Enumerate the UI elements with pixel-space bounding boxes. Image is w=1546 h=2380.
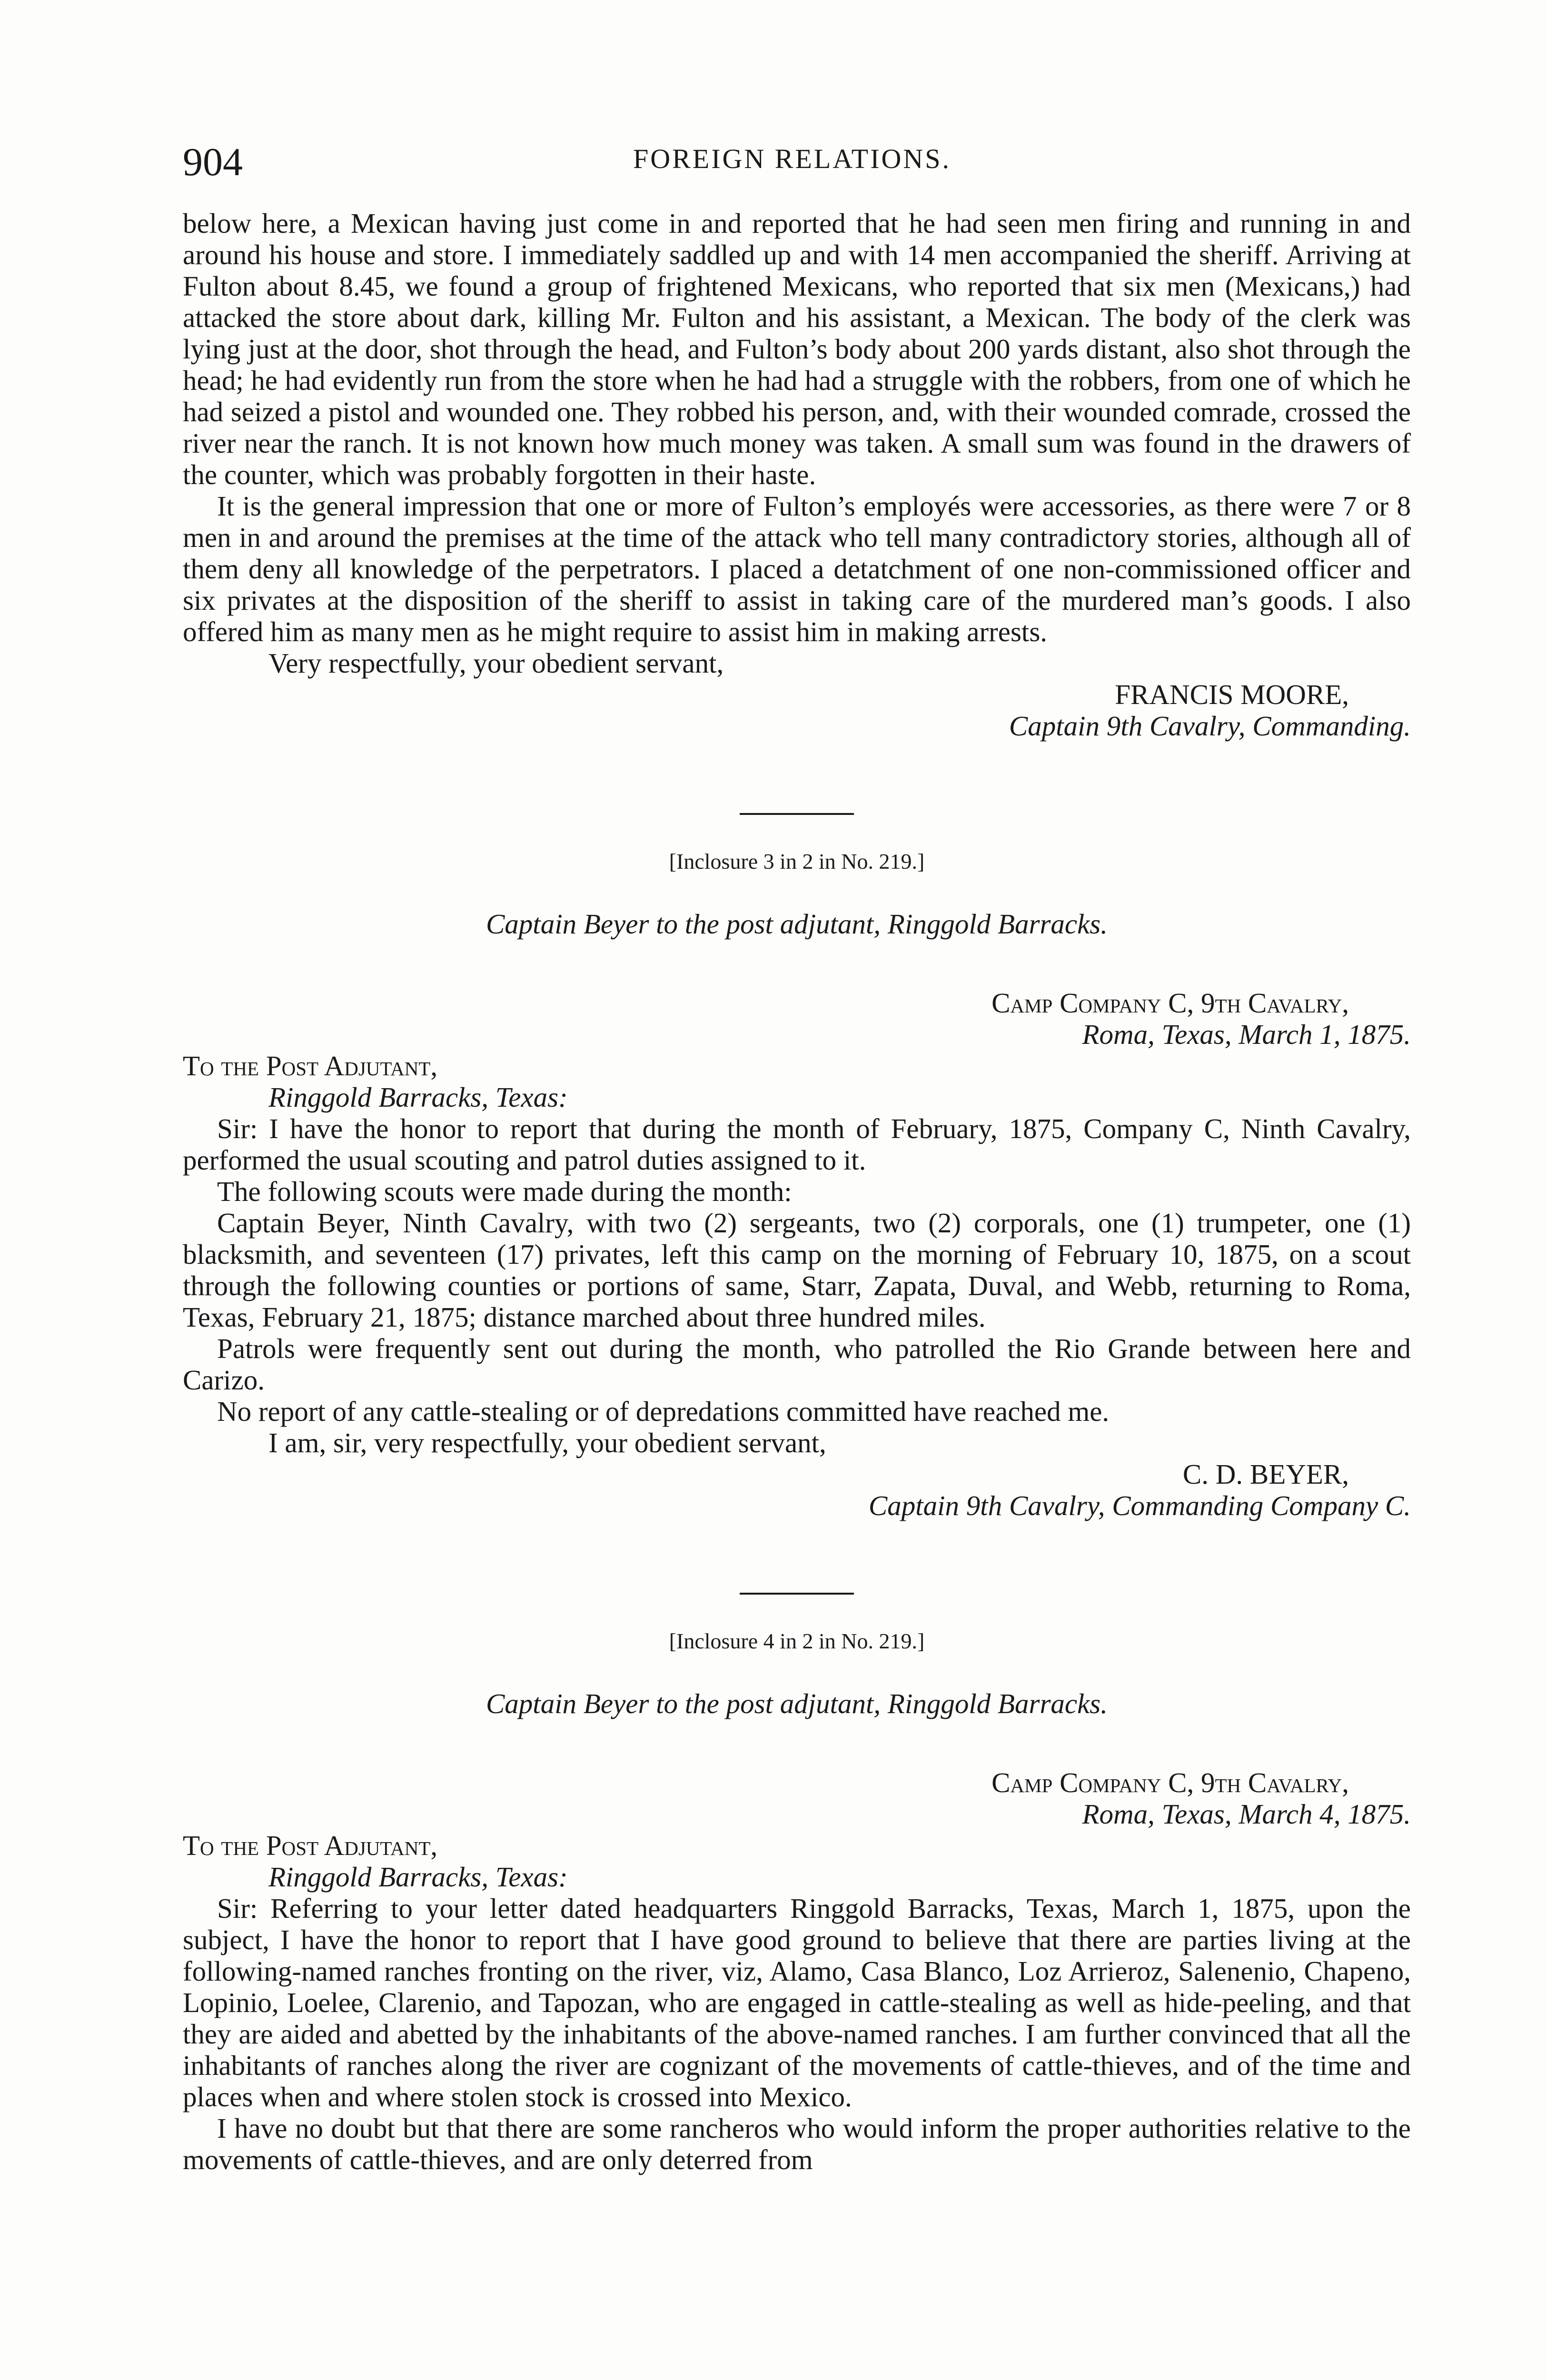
addressee: To the Post Adjutant, [183, 1050, 438, 1081]
paragraph: Sir: I have the honor to report that during the month of February, 1875, Company C, Ninth Cavalry, performed the usual scouting and patrol duties assigned to it. [183, 1113, 1411, 1176]
signature-title: Captain 9th Cavalry, Commanding Company C. [868, 1490, 1411, 1521]
addressee-place: Ringgold Barracks, Texas: [268, 1081, 568, 1113]
letter-moore [183, 208, 1411, 742]
camp-heading: Camp Company C, 9th Cavalry, [991, 987, 1349, 1019]
inclosure-heading: [Inclosure 4 in 2 in No. 219.] [669, 1629, 925, 1653]
paragraph: below here, a Mexican having just come in and reported that he had seen men firing and running in and around his house and store. I immediately saddled up and with 14 men accompanied the sheriff. Arriving at Fulton about 8.45, we found a group of frightened Mexicans, who reported that six men (Mexicans,) had attacked the store about dark, killing Mr. Fulton and his assistant, a Mexican. The body of the clerk was lying just at the door, shot through the head, and Fulton’s body about 200 yards distant, also shot through the head; he had evidently run from the store when he had had a struggle with the robbers, from one of which he had seized a pistol and wounded one. They robbed his person, and, with their wounded comrade, crossed the river near the ranch. It is not known how much money was taken. A small sum was found in the drawers of the counter, which was probably forgotten in their haste. [183, 208, 1411, 490]
running-head: FOREIGN RELATIONS. [633, 143, 951, 174]
place-date: Roma, Texas, March 4, 1875. [1082, 1798, 1411, 1830]
paragraph: Patrols were frequently sent out during the month, who patrolled the Rio Grande between here and Carizo. [183, 1333, 1411, 1396]
letter-title: Captain Beyer to the post adjutant, Ringgold Barracks. [486, 908, 1108, 940]
signature-title: Captain 9th Cavalry, Commanding. [1009, 710, 1411, 742]
letter-title: Captain Beyer to the post adjutant, Ringgold Barracks. [486, 1688, 1108, 1719]
inclosure-heading: [Inclosure 3 in 2 in No. 219.] [669, 849, 925, 873]
page-number: 904 [183, 140, 243, 184]
paragraph: No report of any cattle-stealing or of depredations committed have reached me. [217, 1396, 1110, 1427]
paragraph: The following scouts were made during the month: [217, 1176, 792, 1207]
paragraph: I have no doubt but that there are some rancheros who would inform the proper authorities relative to the movements of cattle-thieves, and are only deterred from [183, 2112, 1411, 2175]
paragraph: It is the general impression that one or more of Fulton’s employés were accessories, as there were 7 or 8 men in and around the premises at the time of the attack who tell many contradictory stories, although all of them deny all knowledge of the perpetrators. I placed a detatchment of one non-commissioned officer and six privates at the disposition of the sheriff to assist in taking care of the murdered man’s goods. I also offered him as many men as he might require to assist him in making arrests. [183, 490, 1411, 647]
page-body [183, 208, 1411, 2175]
closing-line: I am, sir, very respectfully, your obedient servant, [268, 1427, 826, 1458]
letter-inclosure-4 [183, 1628, 1411, 2175]
addressee: To the Post Adjutant, [183, 1830, 438, 1861]
paragraph: Captain Beyer, Ninth Cavalry, with two (2) sergeants, two (2) corporals, one (1) trumpeter, one (1) blacksmith, and seventeen (17) privates, left this camp on the morning of February 10, 1875, on a scout through the following counties or portions of same, Starr, Zapata, Duval, and Webb, returning to Roma, Texas, February 21, 1875; distance marched about three hundred miles. [183, 1207, 1411, 1333]
place-date: Roma, Texas, March 1, 1875. [1082, 1019, 1411, 1050]
closing-line: Very respectfully, your obedient servant, [268, 647, 724, 679]
letter-inclosure-3 [183, 848, 1411, 1521]
addressee-place: Ringgold Barracks, Texas: [268, 1861, 568, 1893]
paragraph: Sir: Referring to your letter dated headquarters Ringgold Barracks, Texas, March 1, 1875, upon the subject, I have the honor to report that I have good ground to believe that there are parties living at the following-named ranches fronting on the river, viz, Alamo, Casa Blanco, Loz Arrieroz, Salenenio, Chapeno, Lopinio, Loelee, Clarenio, and Tapozan, who are engaged in cattle-stealing as well as hide-peeling, and that they are aided and abetted by the inhabitants of the above-named ranches. I am further convinced that all the inhabitants of ranches along the river are cognizant of the movements of cattle-thieves, and of the time and places when and where stolen stock is crossed into Mexico. [183, 1893, 1411, 2112]
camp-heading: Camp Company C, 9th Cavalry, [991, 1767, 1349, 1798]
signature-name: C. D. BEYER, [1182, 1458, 1349, 1490]
page-header [183, 139, 1401, 191]
signature-name: FRANCIS MOORE, [1115, 679, 1349, 710]
